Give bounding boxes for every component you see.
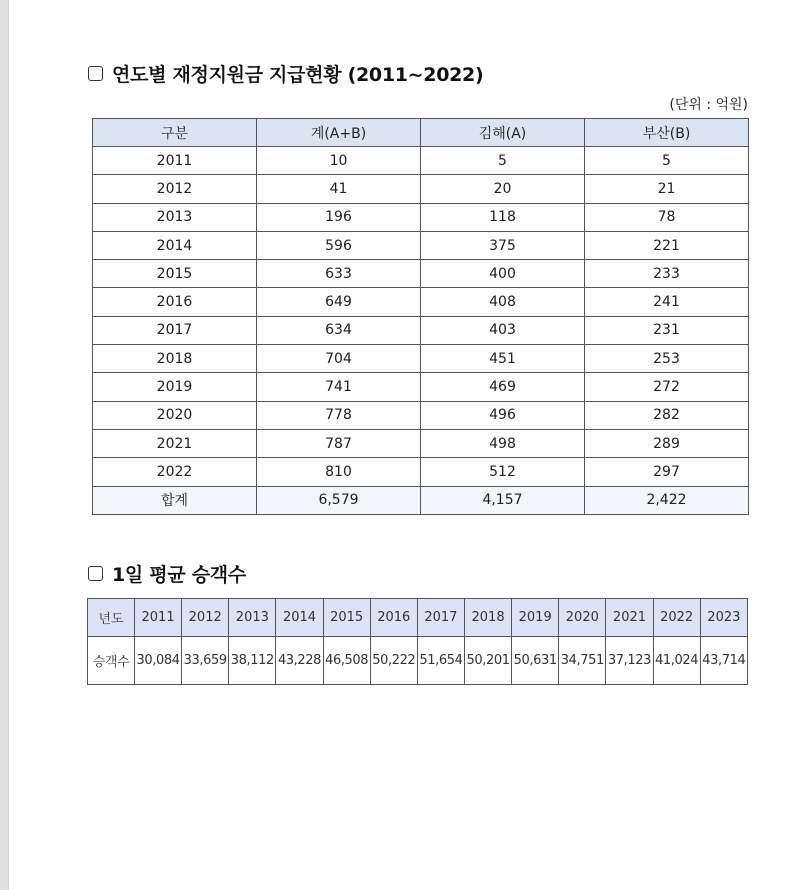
year-header-label: 년도 (88, 599, 135, 637)
year-header: 2023 (700, 599, 747, 637)
table-row (93, 429, 749, 457)
gimhae-cell: 118 (421, 203, 585, 231)
checkbox-icon (88, 66, 103, 81)
year-header: 2011 (135, 599, 182, 637)
table-row (93, 373, 749, 401)
year-header: 2019 (512, 599, 559, 637)
passenger-table-header-row (88, 599, 748, 637)
busan-cell: 78 (585, 203, 749, 231)
passenger-count-cell: 50,631 (512, 637, 559, 685)
passenger-count-cell: 41,024 (653, 637, 700, 685)
total-cell: 10 (257, 147, 421, 175)
header-busan: 부산(B) (585, 119, 749, 147)
busan-cell: 282 (585, 401, 749, 429)
total-cell: 196 (257, 203, 421, 231)
busan-cell: 253 (585, 345, 749, 373)
passenger-count-cell: 38,112 (229, 637, 276, 685)
year-cell: 2021 (93, 429, 257, 457)
total-cell: 649 (257, 288, 421, 316)
passenger-table-row (88, 637, 748, 685)
gimhae-cell: 5 (421, 147, 585, 175)
total-cell: 704 (257, 345, 421, 373)
passenger-count-cell: 30,084 (135, 637, 182, 685)
busan-cell: 21 (585, 175, 749, 203)
checkbox-icon (88, 566, 103, 581)
total-cell: 634 (257, 316, 421, 344)
passenger-count-cell: 50,201 (464, 637, 511, 685)
table-row (93, 203, 749, 231)
year-header: 2021 (606, 599, 653, 637)
gimhae-cell: 403 (421, 316, 585, 344)
year-header: 2012 (182, 599, 229, 637)
section-title-funding (88, 60, 483, 87)
gimhae-cell: 496 (421, 401, 585, 429)
passenger-count-cell: 46,508 (323, 637, 370, 685)
passenger-table (87, 598, 748, 685)
busan-cell: 231 (585, 316, 749, 344)
total-cell: 41 (257, 175, 421, 203)
header-category: 구분 (93, 119, 257, 147)
busan-cell: 5 (585, 147, 749, 175)
year-cell: 2020 (93, 401, 257, 429)
table-row (93, 345, 749, 373)
passenger-count-cell: 37,123 (606, 637, 653, 685)
total-cell: 778 (257, 401, 421, 429)
year-header: 2015 (323, 599, 370, 637)
year-header: 2020 (559, 599, 606, 637)
total-cell: 787 (257, 429, 421, 457)
total-total-cell: 6,579 (257, 486, 421, 514)
passenger-row-label: 승객수 (88, 637, 135, 685)
header-gimhae: 김해(A) (421, 119, 585, 147)
busan-cell: 233 (585, 260, 749, 288)
table-row (93, 231, 749, 259)
year-header: 2018 (464, 599, 511, 637)
section-title-passengers (88, 560, 246, 587)
total-year-cell: 합계 (93, 486, 257, 514)
funding-table (92, 118, 749, 515)
year-cell: 2016 (93, 288, 257, 316)
busan-cell: 272 (585, 373, 749, 401)
gimhae-cell: 469 (421, 373, 585, 401)
year-header: 2016 (370, 599, 417, 637)
section-title-funding-text: 연도별 재정지원금 지급현황 (2011~2022) (112, 64, 484, 86)
year-header: 2017 (417, 599, 464, 637)
gimhae-cell: 375 (421, 231, 585, 259)
passenger-count-cell: 51,654 (417, 637, 464, 685)
gimhae-cell: 498 (421, 429, 585, 457)
total-busan-cell: 2,422 (585, 486, 749, 514)
year-cell: 2015 (93, 260, 257, 288)
total-cell: 810 (257, 458, 421, 486)
year-cell: 2013 (93, 203, 257, 231)
year-header: 2013 (229, 599, 276, 637)
gimhae-cell: 20 (421, 175, 585, 203)
total-cell: 633 (257, 260, 421, 288)
busan-cell: 221 (585, 231, 749, 259)
gimhae-cell: 451 (421, 345, 585, 373)
year-cell: 2022 (93, 458, 257, 486)
year-header: 2022 (653, 599, 700, 637)
table-row (93, 401, 749, 429)
table-row (93, 458, 749, 486)
gimhae-cell: 408 (421, 288, 585, 316)
unit-label: (단위 : 억원) (669, 97, 748, 113)
passenger-count-cell: 43,228 (276, 637, 323, 685)
header-total: 계(A+B) (257, 119, 421, 147)
busan-cell: 289 (585, 429, 749, 457)
year-cell: 2019 (93, 373, 257, 401)
busan-cell: 241 (585, 288, 749, 316)
table-row (93, 288, 749, 316)
year-cell: 2012 (93, 175, 257, 203)
year-cell: 2017 (93, 316, 257, 344)
table-row (93, 316, 749, 344)
passenger-count-cell: 50,222 (370, 637, 417, 685)
table-row (93, 260, 749, 288)
table-row (93, 175, 749, 203)
total-row (93, 486, 749, 514)
gimhae-cell: 512 (421, 458, 585, 486)
funding-table-header-row (93, 119, 749, 147)
table-row (93, 147, 749, 175)
passenger-count-cell: 34,751 (559, 637, 606, 685)
section-title-passengers-text: 1일 평균 승객수 (112, 564, 246, 586)
total-cell: 741 (257, 373, 421, 401)
year-cell: 2014 (93, 231, 257, 259)
total-gimhae-cell: 4,157 (421, 486, 585, 514)
total-cell: 596 (257, 231, 421, 259)
busan-cell: 297 (585, 458, 749, 486)
passenger-count-cell: 33,659 (182, 637, 229, 685)
gimhae-cell: 400 (421, 260, 585, 288)
year-header: 2014 (276, 599, 323, 637)
year-cell: 2011 (93, 147, 257, 175)
passenger-count-cell: 43,714 (700, 637, 747, 685)
year-cell: 2018 (93, 345, 257, 373)
page-side-strip (0, 0, 9, 890)
